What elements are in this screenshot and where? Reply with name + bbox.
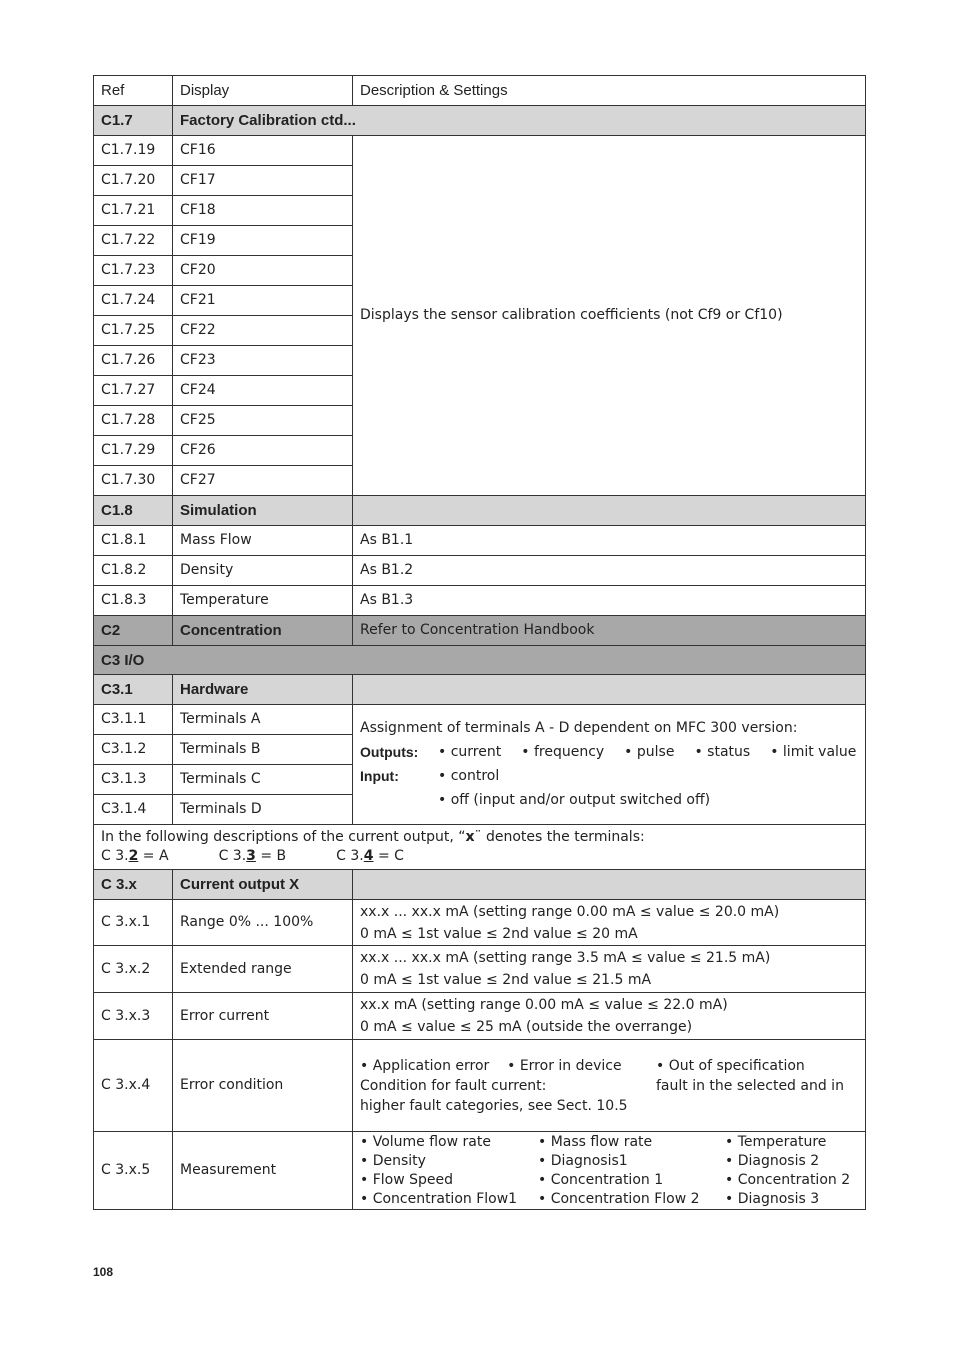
output-option: • pulse [624,743,674,762]
row-ref: C 3.x.1 [94,900,173,946]
row-ref: C1.7.19 [94,136,173,166]
row-description: As B1.3 [353,586,866,616]
input-option: • off (input and/or output switched off) [438,791,865,810]
row-display: CF26 [173,436,353,466]
error-condition-description [353,1040,866,1132]
output-option: • status [694,743,750,762]
row-display: CF21 [173,286,353,316]
terminals-intro: Assignment of terminals A - D dependent on MFC 300 version: [360,720,798,736]
row-ref: C3.1.4 [94,795,173,825]
row-ref: C3.1.1 [94,705,173,735]
parameter-table [93,75,866,1210]
row-ref: C1.7.29 [94,436,173,466]
calibration-description: Displays the sensor calibration coefficients (not Cf9 or Cf10) [353,136,866,496]
condition-text-b: fault in the selected and in [656,1077,844,1094]
row-display: CF22 [173,316,353,346]
input-option: • control [438,767,865,786]
section-ref: C 3.x [94,870,173,900]
section-ref: C1.7 [94,106,173,136]
section-row-c17 [94,106,866,136]
row-display: Extended range [173,946,353,993]
row-ref: C1.7.24 [94,286,173,316]
section-row-c2 [94,616,866,646]
section-desc-empty [353,675,866,705]
page-number: 108 [93,1265,114,1279]
row-description: xx.x ... xx.x mA (setting range 3.5 mA ≤ value ≤ 21.5 mA) 0 mA ≤ 1st value ≤ 2nd value ≤ 21.5 mA [353,946,866,993]
section-title: Hardware [173,675,353,705]
row-ref: C3.1.3 [94,765,173,795]
current-output-note [94,825,866,870]
outputs-label: Outputs: [360,744,419,760]
section-row-c18 [94,496,866,526]
terminals-description [353,705,866,825]
measurement-option: • Diagnosis 3 [725,1190,865,1209]
row-display: CF19 [173,226,353,256]
row-display: CF24 [173,376,353,406]
measurement-option: • Concentration 1 [538,1171,725,1190]
table-row [94,705,866,735]
row-display: Measurement [173,1132,353,1210]
row-display: CF20 [173,256,353,286]
row-ref: C1.7.21 [94,196,173,226]
section-row-c31 [94,675,866,705]
header-description: Description & Settings [353,76,866,106]
row-display: Mass Flow [173,526,353,556]
table-row [94,526,866,556]
row-description: xx.x mA (setting range 0.00 mA ≤ value ≤ 22.0 mA) 0 mA ≤ value ≤ 25 mA (outside the overrange) [353,993,866,1040]
row-display: Terminals B [173,735,353,765]
row-ref: C1.7.22 [94,226,173,256]
row-ref: C1.7.26 [94,346,173,376]
condition-text-c: higher fault categories, see Sect. 10.5 [360,1097,628,1114]
row-ref: C1.7.27 [94,376,173,406]
measurement-option: • Concentration Flow 2 [538,1190,725,1209]
output-option: • limit value [770,743,856,762]
row-ref: C 3.x.5 [94,1132,173,1210]
table-row [94,946,866,993]
row-ref: C1.7.25 [94,316,173,346]
row-display: CF16 [173,136,353,166]
row-ref: C 3.x.4 [94,1040,173,1132]
row-description: xx.x ... xx.x mA (setting range 0.00 mA ≤ value ≤ 20.0 mA) 0 mA ≤ 1st value ≤ 2nd value ≤ 20 mA [353,900,866,946]
row-ref: C1.7.20 [94,166,173,196]
section-description: Refer to Concentration Handbook [353,616,866,646]
section-row-c3 [94,646,866,675]
section-title: Simulation [173,496,353,526]
input-label: Input: [360,768,399,784]
header-ref: Ref [94,76,173,106]
row-ref: C1.8.1 [94,526,173,556]
row-ref: C1.8.3 [94,586,173,616]
error-options [360,1056,858,1096]
section-ref: C1.8 [94,496,173,526]
measurement-option: • Concentration 2 [725,1171,865,1190]
section-title: C3 I/O [94,646,866,675]
row-description: As B1.2 [353,556,866,586]
row-display: CF17 [173,166,353,196]
row-ref: C3.1.2 [94,735,173,765]
row-display: CF25 [173,406,353,436]
output-option: • current [438,743,501,762]
measurement-option: • Diagnosis 2 [725,1152,865,1171]
error-option: • Application error [360,1058,489,1074]
table-header-row [94,76,866,106]
outputs-list [438,743,865,762]
row-display: Terminals C [173,765,353,795]
measurement-option: • Mass flow rate [538,1133,725,1152]
table-row [94,993,866,1040]
measurement-options [353,1132,866,1210]
row-ref: C1.7.28 [94,406,173,436]
io-grid [360,743,865,810]
error-option: • Error in device [507,1058,622,1074]
section-row-c3x [94,870,866,900]
section-ref: C3.1 [94,675,173,705]
row-display: Temperature [173,586,353,616]
section-title: Current output X [173,870,353,900]
row-display: CF23 [173,346,353,376]
table-row [94,1040,866,1132]
table-row [94,556,866,586]
note-line-2: C 3.2 = A C 3.3 = B C 3.4 = C [101,848,404,864]
output-option: • frequency [521,743,604,762]
section-title: Factory Calibration ctd... [173,106,866,136]
row-display: Terminals D [173,795,353,825]
row-ref: C 3.x.3 [94,993,173,1040]
row-display: Density [173,556,353,586]
row-ref: C1.7.30 [94,466,173,496]
table-row [94,1132,866,1210]
row-display: Error current [173,993,353,1040]
measurement-option: • Density [360,1152,538,1171]
measurement-option: • Volume flow rate [360,1133,538,1152]
row-display: CF18 [173,196,353,226]
measurement-grid [360,1133,865,1209]
section-title: Concentration [173,616,353,646]
measurement-option: • Diagnosis1 [538,1152,725,1171]
row-display: CF27 [173,466,353,496]
note-line-1: In the following descriptions of the current output, “x¨ denotes the terminals: [101,829,645,845]
table-row [94,900,866,946]
row-display: Terminals A [173,705,353,735]
row-display: Range 0% ... 100% [173,900,353,946]
measurement-option: • Temperature [725,1133,865,1152]
measurement-option: • Flow Speed [360,1171,538,1190]
row-display: Error condition [173,1040,353,1132]
condition-text-a: Condition for fault current: [360,1077,547,1094]
row-ref: C1.7.23 [94,256,173,286]
row-ref: C 3.x.2 [94,946,173,993]
measurement-option: • Concentration Flow1 [360,1190,538,1209]
row-ref: C1.8.2 [94,556,173,586]
table-row [94,136,866,166]
error-option: • Out of specification [656,1056,866,1076]
header-display: Display [173,76,353,106]
section-desc-empty [353,496,866,526]
table-row [94,586,866,616]
note-row [94,825,866,870]
section-desc-empty [353,870,866,900]
section-ref: C2 [94,616,173,646]
row-description: As B1.1 [353,526,866,556]
